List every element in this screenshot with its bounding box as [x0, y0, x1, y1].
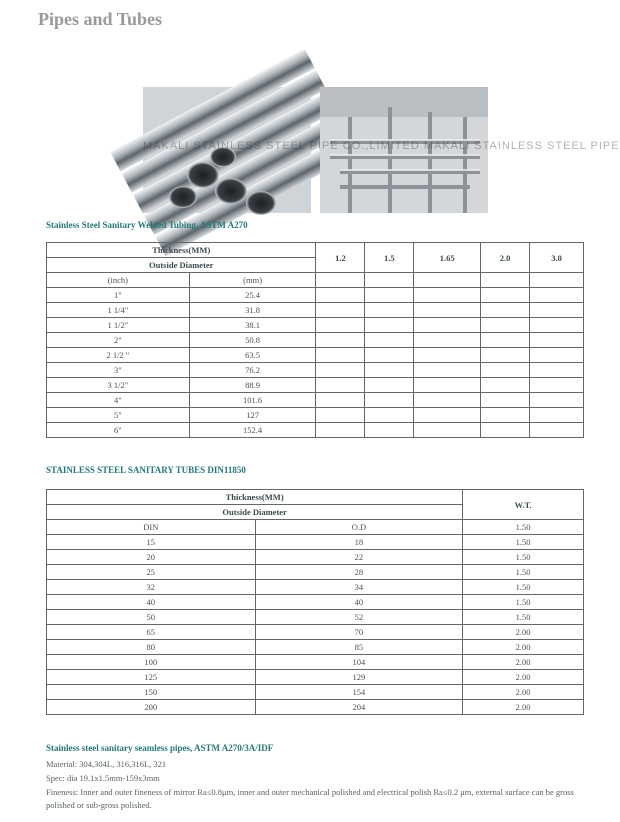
- page-title: Pipes and Tubes: [38, 9, 163, 29]
- inch-cell: 5": [47, 408, 190, 423]
- empty-cell: [481, 303, 530, 318]
- wt-cell: 2.00: [463, 625, 584, 640]
- empty-cell: [316, 303, 365, 318]
- unit-inch: (inch): [47, 273, 190, 288]
- empty-cell: [414, 363, 481, 378]
- wt-cell: 1.50: [463, 565, 584, 580]
- empty-cell: [414, 378, 481, 393]
- din11850-table: [46, 489, 584, 715]
- inch-cell: 3": [47, 363, 190, 378]
- empty-cell: [365, 363, 414, 378]
- empty-cell: [481, 318, 530, 333]
- inch-cell: 6": [47, 423, 190, 438]
- table-row: [47, 333, 584, 348]
- mm-cell: 25.4: [189, 288, 316, 303]
- table-row: [47, 393, 584, 408]
- wt-cell: 1.50: [463, 595, 584, 610]
- table-row: [47, 363, 584, 378]
- material-text: Material: 304,304L, 316,316L, 321: [46, 759, 167, 769]
- thickness-value: 3.0: [530, 243, 584, 273]
- inch-cell: 2": [47, 333, 190, 348]
- table-row: [47, 378, 584, 393]
- wt-cell: 1.50: [463, 520, 584, 535]
- mm-cell: 76.2: [189, 363, 316, 378]
- section-title-din11850: STAINLESS STEEL SANITARY TUBES DIN11850: [46, 465, 246, 475]
- inch-cell: 1": [47, 288, 190, 303]
- unit-mm: (mm): [189, 273, 316, 288]
- din-cell: 80: [47, 640, 256, 655]
- empty-cell: [316, 363, 365, 378]
- mm-cell: 50.8: [189, 333, 316, 348]
- empty-cell: [365, 288, 414, 303]
- od-cell: O.D: [255, 520, 463, 535]
- od-cell: 129: [255, 670, 463, 685]
- empty-cell: [365, 378, 414, 393]
- wt-cell: 1.50: [463, 535, 584, 550]
- empty-cell: [481, 378, 530, 393]
- table-row: [47, 580, 584, 595]
- empty-cell: [530, 303, 584, 318]
- wt-cell: 2.00: [463, 700, 584, 715]
- table-row: [47, 348, 584, 363]
- din-cell: 20: [47, 550, 256, 565]
- table-row: [47, 550, 584, 565]
- empty-cell: [316, 333, 365, 348]
- empty-cell: [316, 348, 365, 363]
- thickness-header: Thickness(MM): [47, 490, 463, 505]
- empty-cell: [481, 423, 530, 438]
- empty-cell: [365, 408, 414, 423]
- table-row: [47, 288, 584, 303]
- table-row: [47, 625, 584, 640]
- table-row: [47, 610, 584, 625]
- wt-cell: 2.00: [463, 640, 584, 655]
- empty-cell: [530, 408, 584, 423]
- od-cell: 104: [255, 655, 463, 670]
- outside-diameter-header: Outside Diameter: [47, 258, 316, 273]
- empty-cell: [414, 303, 481, 318]
- din-cell: 32: [47, 580, 256, 595]
- empty-cell: [530, 288, 584, 303]
- spec-text: Spec: dia 19.1x1.5mm-159x3mm: [46, 773, 160, 783]
- empty-cell: [530, 318, 584, 333]
- outside-diameter-header: Outside Diameter: [47, 505, 463, 520]
- table-row: [47, 685, 584, 700]
- empty-cell: [365, 423, 414, 438]
- od-cell: 85: [255, 640, 463, 655]
- empty-cell: [414, 288, 481, 303]
- inch-cell: 4": [47, 393, 190, 408]
- mm-cell: 88.9: [189, 378, 316, 393]
- inch-cell: 1 1/2": [47, 318, 190, 333]
- din-cell: 25: [47, 565, 256, 580]
- empty-cell: [316, 318, 365, 333]
- empty-cell: [530, 348, 584, 363]
- din-cell: 40: [47, 595, 256, 610]
- table-row: [47, 408, 584, 423]
- thickness-value: 1.65: [414, 243, 481, 273]
- din-cell: DIN: [47, 520, 256, 535]
- empty-cell: [414, 333, 481, 348]
- od-cell: 204: [255, 700, 463, 715]
- table-row: [47, 520, 584, 535]
- empty-cell: [316, 393, 365, 408]
- thickness-value: 1.2: [316, 243, 365, 273]
- wt-header: W.T.: [463, 490, 584, 520]
- wt-cell: 1.50: [463, 580, 584, 595]
- empty-cell: [316, 378, 365, 393]
- empty-cell: [530, 378, 584, 393]
- empty-cell: [365, 348, 414, 363]
- din-cell: 200: [47, 700, 256, 715]
- fineness-text: Fineness: Inner and outer fineness of mirror Ra≤0.8μm, inner and outer mechanical polished and electrical polish Ra≤0.2 μm, external surface can be gross polished or sub-gross polished.: [46, 787, 574, 810]
- din-cell: 150: [47, 685, 256, 700]
- table-row: [47, 303, 584, 318]
- table-row: [47, 565, 584, 580]
- table-row: [47, 670, 584, 685]
- empty-cell: [365, 318, 414, 333]
- thickness-value: 1.5: [365, 243, 414, 273]
- mm-cell: 152.4: [189, 423, 316, 438]
- table-row: [47, 640, 584, 655]
- od-cell: 52: [255, 610, 463, 625]
- od-cell: 22: [255, 550, 463, 565]
- din-cell: 50: [47, 610, 256, 625]
- din-cell: 65: [47, 625, 256, 640]
- table-row: [47, 318, 584, 333]
- empty-cell: [481, 393, 530, 408]
- wt-cell: 2.00: [463, 685, 584, 700]
- od-cell: 18: [255, 535, 463, 550]
- empty-cell: [481, 333, 530, 348]
- empty-cell: [414, 393, 481, 408]
- wt-cell: 2.00: [463, 655, 584, 670]
- inch-cell: 2 1/2 ": [47, 348, 190, 363]
- empty-cell: [414, 423, 481, 438]
- mm-cell: 31.8: [189, 303, 316, 318]
- empty-cell: [365, 333, 414, 348]
- od-cell: 40: [255, 595, 463, 610]
- din-cell: 125: [47, 670, 256, 685]
- table-row: [47, 700, 584, 715]
- empty-cell: [365, 393, 414, 408]
- din-cell: 15: [47, 535, 256, 550]
- mm-cell: 127: [189, 408, 316, 423]
- wt-cell: 1.50: [463, 550, 584, 565]
- empty-cell: [530, 333, 584, 348]
- od-cell: 28: [255, 565, 463, 580]
- din-cell: 100: [47, 655, 256, 670]
- wt-cell: 2.00: [463, 670, 584, 685]
- mm-cell: 63.5: [189, 348, 316, 363]
- thickness-header: Thickness(MM): [47, 243, 316, 258]
- empty-cell: [414, 318, 481, 333]
- thickness-value: 2.0: [481, 243, 530, 273]
- empty-cell: [481, 408, 530, 423]
- empty-cell: [316, 288, 365, 303]
- mm-cell: 101.6: [189, 393, 316, 408]
- table-row: [47, 595, 584, 610]
- od-cell: 154: [255, 685, 463, 700]
- empty-cell: [316, 423, 365, 438]
- table-row: [47, 655, 584, 670]
- empty-cell: [530, 363, 584, 378]
- empty-cell: [481, 288, 530, 303]
- empty-cell: [414, 348, 481, 363]
- empty-cell: [414, 408, 481, 423]
- empty-cell: [481, 348, 530, 363]
- welded-tubing-table: [46, 242, 584, 438]
- wt-cell: 1.50: [463, 610, 584, 625]
- table-row: [47, 423, 584, 438]
- section-title-welded-tubing: Stainless Steel Sanitary Welded Tubing, ASTM A270: [46, 220, 248, 230]
- inch-cell: 1 1/4": [47, 303, 190, 318]
- empty-cell: [481, 363, 530, 378]
- od-cell: 34: [255, 580, 463, 595]
- empty-cell: [316, 408, 365, 423]
- inch-cell: 3 1/2": [47, 378, 190, 393]
- table-row: [47, 535, 584, 550]
- watermark: MAKALI STAINLESS STEEL PIPE CO.,LIMITED MAKALI STAINLESS STEEL PIPE: [143, 140, 620, 152]
- empty-cell: [530, 393, 584, 408]
- section-title-seamless-pipes: Stainless steel sanitary seamless pipes, ASTM A270/3A/IDF: [46, 743, 274, 753]
- mm-cell: 38.1: [189, 318, 316, 333]
- od-cell: 70: [255, 625, 463, 640]
- empty-cell: [365, 303, 414, 318]
- empty-cell: [530, 423, 584, 438]
